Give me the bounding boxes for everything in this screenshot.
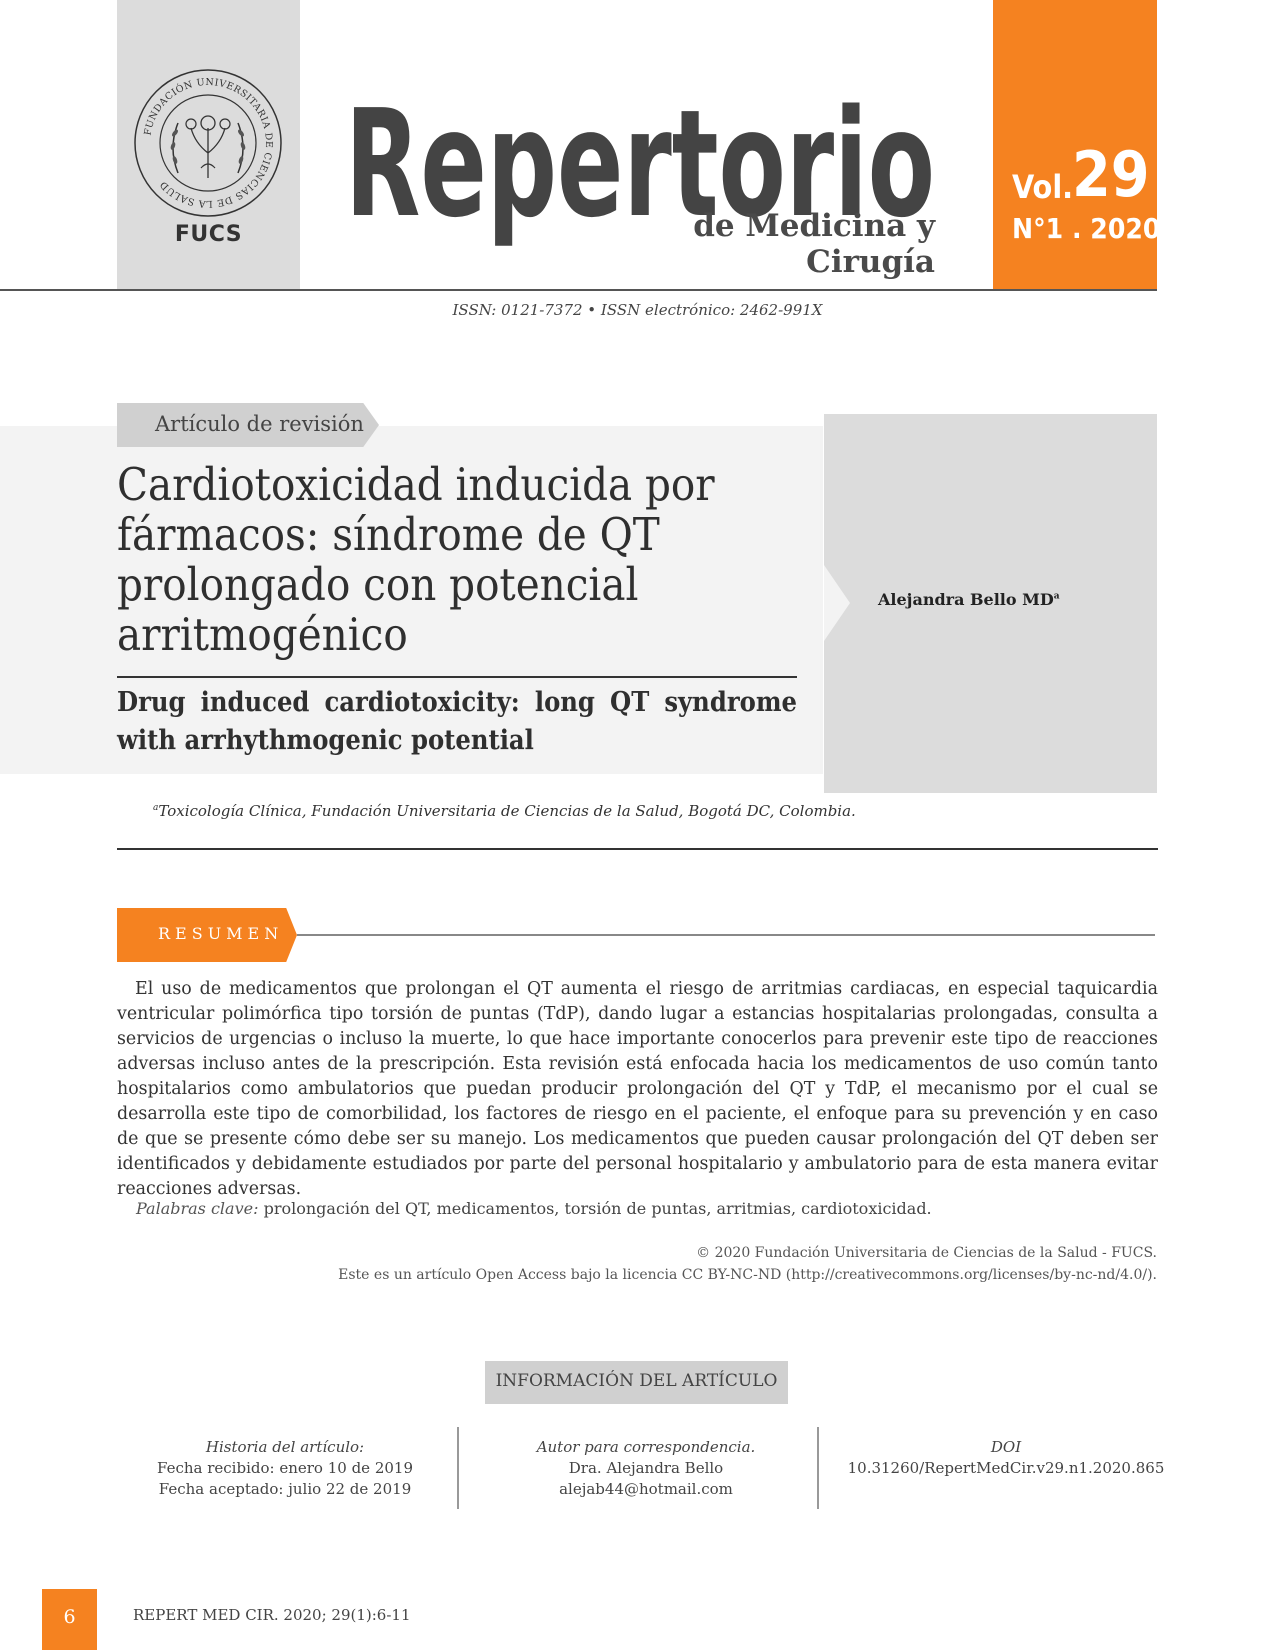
author-panel-notch	[824, 565, 850, 641]
column-divider	[457, 1427, 459, 1509]
logo-label: FUCS	[174, 222, 243, 247]
author-name	[878, 590, 1060, 609]
affiliation	[153, 802, 856, 820]
volume-label: Vol.	[1012, 168, 1074, 206]
doi-column	[846, 1437, 1166, 1479]
article-title-english: Drug induced cardiotoxicity: long QT syndrome with arrhythmogenic potential	[117, 687, 797, 756]
date-received: Fecha recibido: enero 10 de 2019	[157, 1459, 413, 1477]
copyright-block	[338, 1242, 1157, 1286]
header-rule	[0, 289, 1157, 291]
affiliation-superscript: a	[153, 803, 159, 813]
history-column	[125, 1437, 445, 1500]
author-name-text: Alejandra Bello MD	[878, 590, 1054, 609]
correspondence-email: alejab44@hotmail.com	[559, 1480, 733, 1498]
abstract-heading-rule	[297, 934, 1155, 936]
page-number: 6	[63, 1606, 76, 1628]
correspondence-name: Dra. Alejandra Bello	[568, 1459, 724, 1477]
history-label: Historia del artículo:	[205, 1438, 365, 1456]
journal-subtitle: de Medicina y Cirugía	[693, 208, 935, 280]
university-seal-logo	[133, 68, 283, 218]
section-rule	[117, 848, 1158, 850]
footer-citation: REPERT MED CIR. 2020; 29(1):6-11	[133, 1606, 411, 1624]
doi-value: 10.31260/RepertMedCir.v29.n1.2020.865	[847, 1459, 1165, 1477]
volume-number: 29	[1072, 138, 1150, 211]
keywords-label: Palabras clave:	[136, 1199, 259, 1218]
article-type: Artículo de revisión	[155, 412, 364, 436]
license-line: Este es un artículo Open Access bajo la licencia CC BY-NC-ND (http://creativecommons.org/licenses/by-nc-nd/4.0/).	[338, 1267, 1157, 1283]
title-rule	[117, 676, 797, 678]
keywords	[136, 1199, 932, 1218]
copyright-line: © 2020 Fundación Universitaria de Ciencias de la Salud - FUCS.	[696, 1245, 1157, 1261]
abstract-text: El uso de medicamentos que prolongan el QT aumenta el riesgo de arritmias cardiacas, en especial taquicardia ventricular polimórfica tipo torsión de puntas (TdP), dando lugar a estancias hospitalarias prolongadas, consulta a servicios de urgencias o incluso la muerte, lo que hace importante conocerlos para prevenir este tipo de reacciones adversas incluso antes de la prescripción. Esta revisión está enfocada hacia los medicamentos de uso común tanto hospitalarios como ambulatorios que puedan producir prolongación del QT y TdP, el mecanismo por el cual se desarrolla este tipo de comorbilidad, los factores de riesgo en el paciente, el enfoque para su prevención y en caso de que se presente cómo debe ser su manejo. Los medicamentos que pueden causar prolongación del QT deben ser identificados y debidamente estudiados por parte del personal hospitalario y ambulatorio para de esta manera evitar reacciones adversas.	[117, 979, 1158, 1199]
date-accepted: Fecha aceptado: julio 22 de 2019	[158, 1480, 412, 1498]
keywords-text: prolongación del QT, medicamentos, torsión de puntas, arritmias, cardiotoxicidad.	[263, 1199, 932, 1218]
correspondence-label: Autor para correspondencia.	[536, 1438, 756, 1456]
abstract-heading: RESUMEN	[158, 924, 284, 943]
journal-title: Repertorio	[345, 78, 935, 250]
seal-ring-text: FUNDACIÓN UNIVERSITARIA DE CIENCIAS DE LA SALUD	[142, 76, 275, 210]
article-title: Cardiotoxicidad inducida por fármacos: síndrome de QT prolongado con potencial arritmogénico	[117, 458, 715, 661]
affiliation-text: Toxicología Clínica, Fundación Universitaria de Ciencias de la Salud, Bogotá DC, Colombia.	[158, 802, 856, 820]
issn-line: ISSN: 0121-7372 • ISSN electrónico: 2462-991X	[452, 301, 823, 319]
info-heading: INFORMACIÓN DEL ARTÍCULO	[495, 1371, 778, 1391]
author-superscript: a	[1053, 591, 1060, 602]
column-divider	[817, 1427, 819, 1509]
issue-number: N°1 . 2020	[1012, 212, 1161, 245]
doi-label: DOI	[990, 1438, 1022, 1456]
correspondence-column	[486, 1437, 806, 1500]
